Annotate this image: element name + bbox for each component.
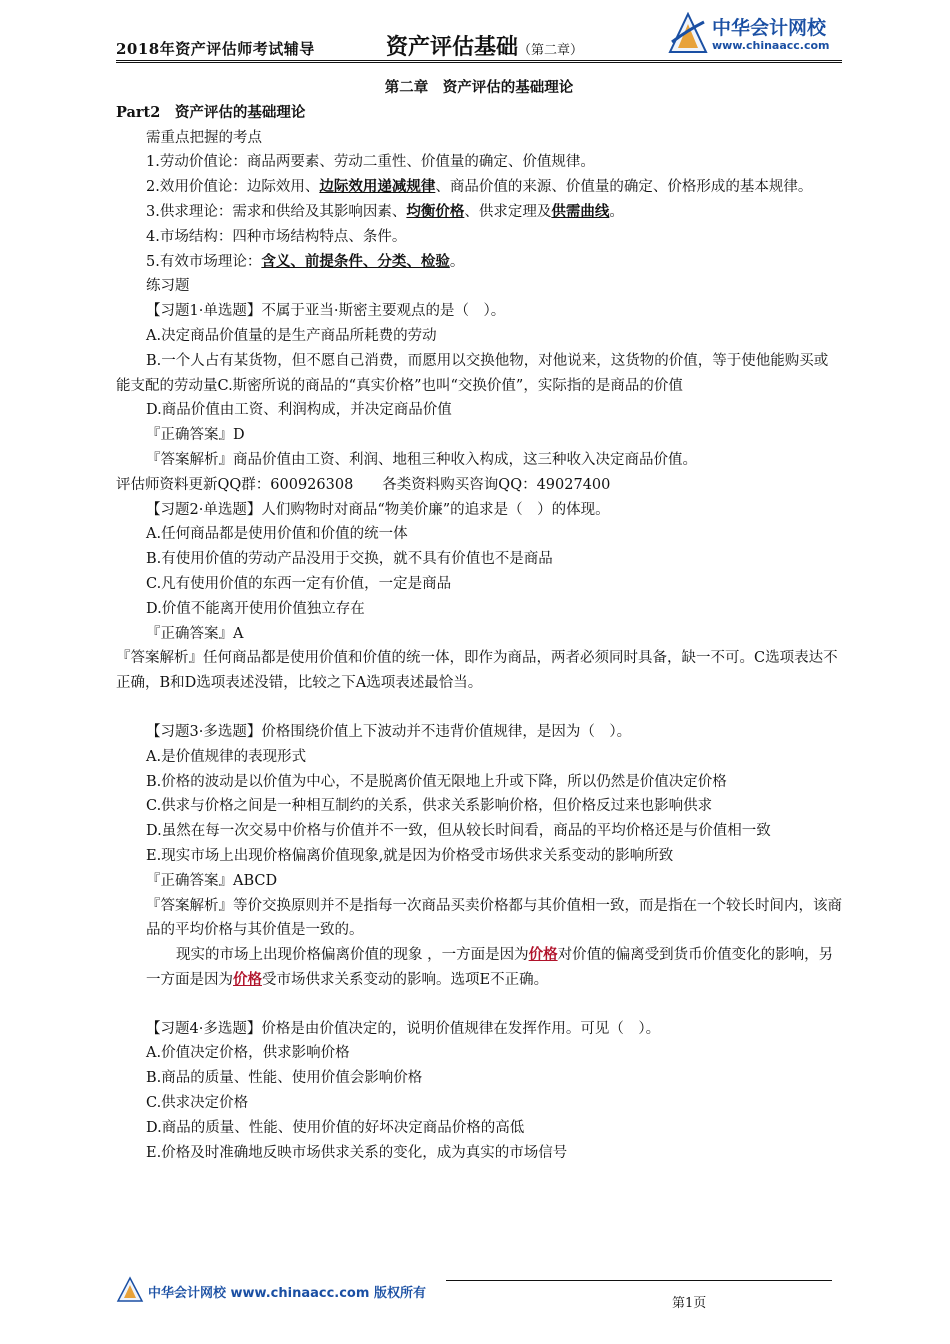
header-title-text: 资产评估基础 <box>386 34 519 60</box>
document-body <box>116 76 842 1165</box>
q1-option-b: B.一个人占有某货物，但不愿自己消费，而愿用以交换他物，对他说来，这货物的价值，等于使他能购买或能支配的劳动量C.斯密所说的商品的“真实价格”也叫“交换价值”，实际指的是商品的价值 <box>116 352 829 394</box>
header-subtitle: （第二章） <box>518 43 584 58</box>
q2-option-c: C.凡有使用价值的东西一定有价值，一定是商品 <box>146 575 452 592</box>
q3-answer: 『正确答案』ABCD <box>146 872 278 889</box>
q4-option-b: B.商品的质量、性能、使用价值会影响价格 <box>146 1070 423 1087</box>
header-divider <box>116 60 842 63</box>
q1-option-d: D.商品价值由工资、利润构成，并决定商品价值 <box>146 402 452 419</box>
q2-option-b: B.有使用价值的劳动产品没用于交换，就不具有价值也不是商品 <box>146 551 553 568</box>
header-exam-label: 2018年资产评估师考试辅导 <box>116 40 315 58</box>
q1-option-a: A.决定商品价值量的是生产商品所耗费的劳动 <box>146 327 437 344</box>
key-point-1: 1.劳动价值论：商品两要素、劳动二重性、价值量的确定、价值规律。 <box>146 154 595 171</box>
spacer <box>116 696 842 720</box>
header-title <box>386 30 583 61</box>
q3-option-b: B.价格的波动是以价值为中心，不是脱离价值无限地上升或下降，所以仍然是价值决定价格 <box>146 773 727 790</box>
q4-option-e: E.价格及时准确地反映市场供求关系的变化，成为真实的市场信号 <box>146 1144 568 1161</box>
kp2-emphasis: 边际效用递减规律 <box>319 178 436 196</box>
kp5-text: 5.有效市场理论： <box>146 253 262 270</box>
kp3-text-mid: 、供求定理及 <box>464 203 552 220</box>
spacer <box>116 993 842 1017</box>
q4-option-c: C.供求决定价格 <box>146 1095 249 1112</box>
q3-note-text-end: 受市场供求关系变动的影响。选项E不正确。 <box>262 971 549 988</box>
logo-name: 中华会计网校 <box>712 17 827 39</box>
key-point-5 <box>116 250 842 275</box>
footer-divider <box>446 1280 832 1281</box>
kp3-text-end: 。 <box>609 203 624 220</box>
kp2-text: 2.效用价值论：边际效用、 <box>146 179 320 196</box>
kp5-text-end: 。 <box>449 253 465 270</box>
q3-note-text: 现实的市场上出现价格偏离价值的现象 ，一方面是因为 <box>176 947 529 964</box>
q3-note-text-mid: 对价值的偏离受到货币价值变化的影响，另一方面是因为 <box>146 947 834 988</box>
logo-url: www.chinaacc.com <box>712 39 830 52</box>
logo-triangle-icon <box>668 12 708 56</box>
key-points-heading: 需重点把握的考点 <box>146 129 262 146</box>
q3-analysis: 『答案解析』等价交换原则并不是指每一次商品买卖价格都与其价值相一致，而是指在一个较长时间内，该商品的平均价格与其价值是一致的。 <box>146 897 842 939</box>
q3-analysis-note <box>116 943 842 993</box>
footer-logo-icon <box>116 1276 144 1304</box>
part-title: Part2 资产评估的基础理论 <box>116 103 306 121</box>
q3-option-c: C.供求与价格之间是一种相互制约的关系，供求关系影响价格，但价格反过来也影响供求 <box>146 798 713 815</box>
kp3-text: 3.供求理论：需求和供给及其影响因素、 <box>146 203 407 220</box>
chapter-title: 第二章 资产评估的基础理论 <box>384 79 574 96</box>
key-point-2 <box>116 175 842 200</box>
q2-option-a: A.任何商品都是使用价值和价值的统一体 <box>146 526 408 543</box>
q1-analysis: 『答案解析』商品价值由工资、利润、地租三种收入构成，这三种收入决定商品价值。 <box>146 451 697 468</box>
q3-option-e: E.现实市场上出现价格偏离价值现象,就是因为价格受市场供求关系变动的影响所致 <box>146 847 674 864</box>
q2-option-d: D.价值不能离开使用价值独立存在 <box>146 600 365 617</box>
kp5-emphasis: 含义、前提条件、分类、检验 <box>261 252 450 270</box>
page-header <box>116 10 842 62</box>
q4-option-d: D.商品的质量、性能、使用价值的好坏决定商品价格的高低 <box>146 1119 525 1136</box>
q3-note-emphasis-2: 价格 <box>233 970 262 988</box>
q3-option-a: A.是价值规律的表现形式 <box>146 748 307 765</box>
key-point-3 <box>116 200 842 225</box>
q1-stem: 【习题1·单选题】不属于亚当·斯密主要观点的是（ ）。 <box>146 303 506 320</box>
q3-option-d: D.虽然在每一次交易中价格与价值并不一致，但从较长时间看，商品的平均价格还是与价值相一致 <box>146 823 771 840</box>
footer-copyright: 中华会计网校 www.chinaacc.com 版权所有 <box>148 1286 426 1301</box>
q3-stem: 【习题3·多选题】价格围绕价值上下波动并不违背价值规律，是因为（ ）。 <box>146 723 632 740</box>
contact-line: 评估师资料更新QQ群：600926308 各类资料购买咨询QQ：49027400 <box>116 476 611 493</box>
chinaacc-logo <box>668 10 848 58</box>
kp3-emphasis-2: 供需曲线 <box>551 202 610 220</box>
page-number: 第1页 <box>672 1296 707 1311</box>
q2-answer: 『正确答案』A <box>146 625 244 642</box>
q2-stem: 【习题2·单选题】人们购物时对商品“物美价廉”的追求是（ ）的体现。 <box>146 501 610 518</box>
kp3-emphasis-1: 均衡价格 <box>406 202 465 220</box>
q4-option-a: A.价值决定价格，供求影响价格 <box>146 1045 350 1062</box>
q3-note-emphasis-1: 价格 <box>528 946 558 964</box>
exercises-heading: 练习题 <box>146 278 190 295</box>
kp2-text-end: 、商品价值的来源、价值量的确定、价格形成的基本规律。 <box>435 179 813 196</box>
key-point-4: 4.市场结构：四种市场结构特点、条件。 <box>146 228 407 245</box>
q2-analysis: 『答案解析』任何商品都是使用价值和价值的统一体，即作为商品，两者必须同时具备，缺一不可。C选项表达不正确，B和D选项表述没错，比较之下A选项表述最恰当。 <box>116 650 838 692</box>
q4-stem: 【习题4·多选题】价格是由价值决定的，说明价值规律在发挥作用。可见（ ）。 <box>146 1020 661 1037</box>
q1-answer: 『正确答案』D <box>146 427 245 444</box>
